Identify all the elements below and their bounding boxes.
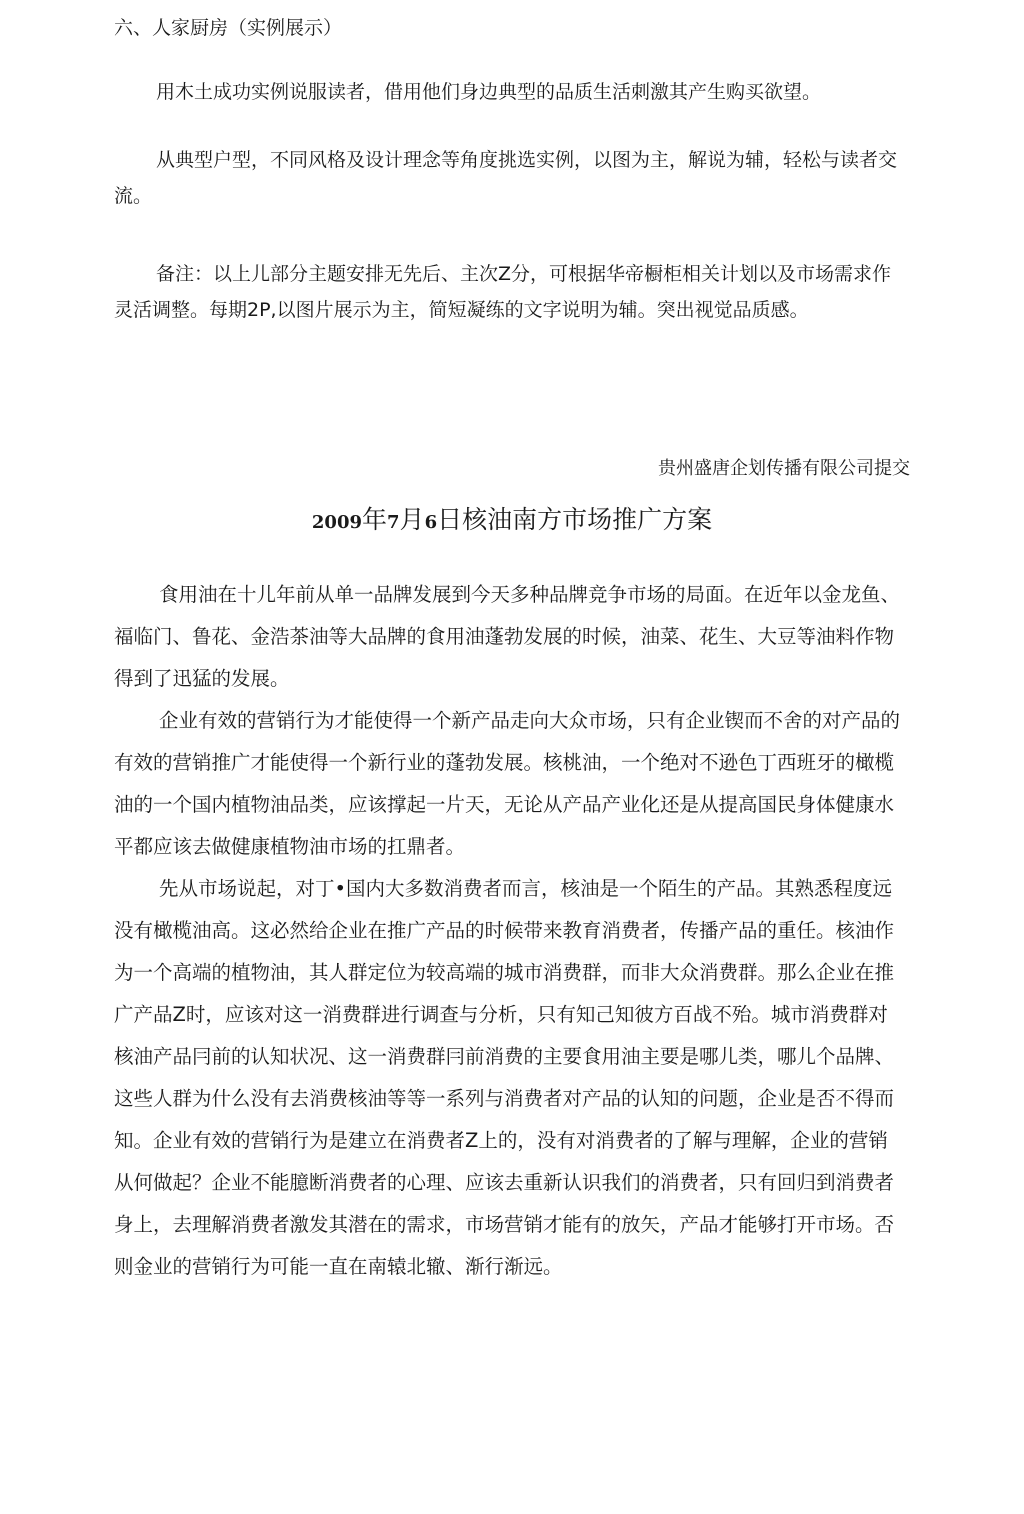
title-month-suffix: 月: [399, 505, 425, 534]
section-note: 备注：以上儿部分主题安排无先后、主次Z分，可根据华帝橱柜相关计划以及市场需求作灵活调整。每期2P,以图片展示为主，简短凝练的文字说明为辅。突出视觉品质感。: [114, 263, 892, 321]
section-paragraph-2: 从典型户型，不同风格及设计理念等角度挑选实例，以图为主，解说为辅，轻松与读者交流。: [114, 149, 898, 207]
title-month: 7: [387, 512, 400, 533]
title-rest: 日核油南方市场推广方案: [437, 505, 713, 534]
submitter-line: 贵州盛唐企划传播有限公司提交: [658, 458, 910, 479]
body-paragraph-1: 食用油在十儿年前从单一品牌发展到今天多种品牌竞争市场的局面。在近年以金龙鱼、福临门、鲁花、金浩茶油等大品牌的食用油蓬勃发展的时候，油菜、花生、大豆等油料作物得到了迅猛的发展。: [114, 583, 901, 690]
section-paragraph-1: 用木土成功实例说服读者，借用他们身边典型的品质生活刺激其产生购买欲望。: [156, 81, 822, 103]
body-paragraph-3: 先从市场说起，对丁•国内大多数消费者而言，核油是一个陌生的产品。其熟悉程度远没有橄榄油高。这必然给企业在推广产品的时候带来教育消费者，传播产品的重任。核油作为一个高端的植物油，其人群定位为较高端的城市消费群，而非大众消费群。那么企业在推广产品Z时，应该对这一消费群进行调查与分析，只有知己知彼方百战不殆。城市消费群对核油产品冃前的认知状况、这一消费群冃前消费的主要食用油主要是哪儿类，哪儿个品牌、这些人群为什么没有去消费核油等等一系列与消费者对产品的认知的问题，企业是否不得而知。企业有效的营销行为是建立在消费者Z上的，没有对消费者的了解与理解，企业的营销从何做起？企业不能臆断消费者的心理、应该去重新认识我们的消费者，只有回归到消费者身上，去理解消费者激发其潜在的需求，市场营销才能有的放矢，产品才能够打开市场。否则金业的营销行为可能一直在南辕北辙、渐行渐远。: [114, 877, 895, 1278]
document-title: [0, 500, 1024, 543]
title-day: 6: [424, 512, 438, 533]
title-year-suffix: 年: [362, 505, 388, 534]
body-paragraph-2: 企业有效的营销行为才能使得一个新产品走向大众市场，只有企业锲而不舍的对产品的有效的营销推广才能使得一个新行业的蓬勃发展。核桃油，一个绝对不逊色丁西班牙的橄榄油的一个国内植物油品类，应该撑起一片天，无论从产品产业化还是从提高国民身体健康水平都应该去做健康植物油市场的扛鼎者。: [114, 709, 901, 858]
section-heading: 六、人家厨房（实例展示）: [114, 17, 343, 39]
title-year: 2009: [311, 512, 362, 533]
